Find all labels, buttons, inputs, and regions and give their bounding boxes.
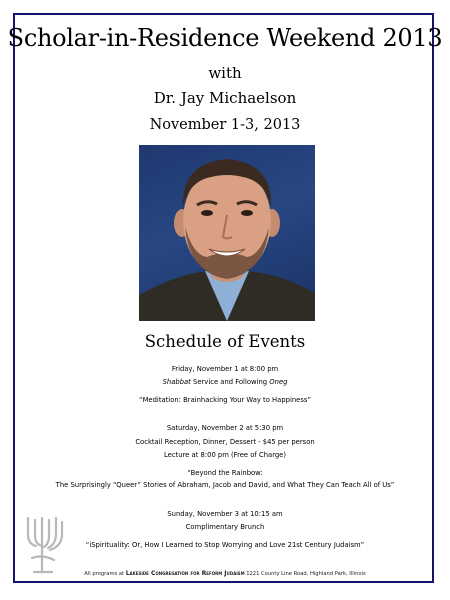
event1-time: Friday, November 1 at 8:00 pm [171, 365, 279, 373]
event1-desc-oneg: Oneg [269, 378, 288, 386]
footer [0, 570, 450, 577]
event2-description: Cocktail Reception, Dinner, Dessert - $45 per person [135, 438, 315, 446]
event2-talk-title-line2: The Surprisingly “Queer” Stories of Abraham, Jacob and David, and What They Can Teach All of Us” [55, 481, 395, 489]
event2-time: Saturday, November 2 at 5:30 pm [166, 424, 284, 432]
event3-time: Sunday, November 3 at 10:15 am [167, 510, 283, 518]
event1-description [0, 378, 450, 386]
event2-lecture: Lecture at 8:00 pm (Free of Charge) [163, 451, 287, 459]
event2-talk-title-line1: “Beyond the Rainbow: [187, 469, 263, 477]
speaker-name: Dr. Jay Michaelson [153, 89, 297, 107]
footer-address: 1221 County Line Road, Highland Park, Illinois [244, 571, 366, 577]
event1-desc-middle: Service and Following [190, 378, 270, 386]
speaker-photo [139, 145, 315, 321]
event-dates: November 1-3, 2013 [149, 117, 301, 133]
congregation-logo [22, 514, 68, 576]
event3-description: Complimentary Brunch [185, 523, 265, 531]
event1-desc-shabbat: Shabbat [162, 378, 191, 386]
with-label: with [208, 64, 242, 82]
event3-talk-title: “iSpirituality: Or, How I Learned to Stop Worrying and Love 21st Century Judaism” [85, 541, 365, 549]
footer-prefix: All programs at [84, 571, 126, 577]
footer-organization: Lakeside Congregation for Reform Judaism [125, 570, 245, 577]
event1-talk-title: “Meditation: Brainhacking Your Way to Happiness” [139, 396, 311, 404]
flyer-title: Scholar-in-Residence Weekend 2013 [7, 24, 443, 52]
schedule-heading: Schedule of Events [144, 332, 306, 351]
